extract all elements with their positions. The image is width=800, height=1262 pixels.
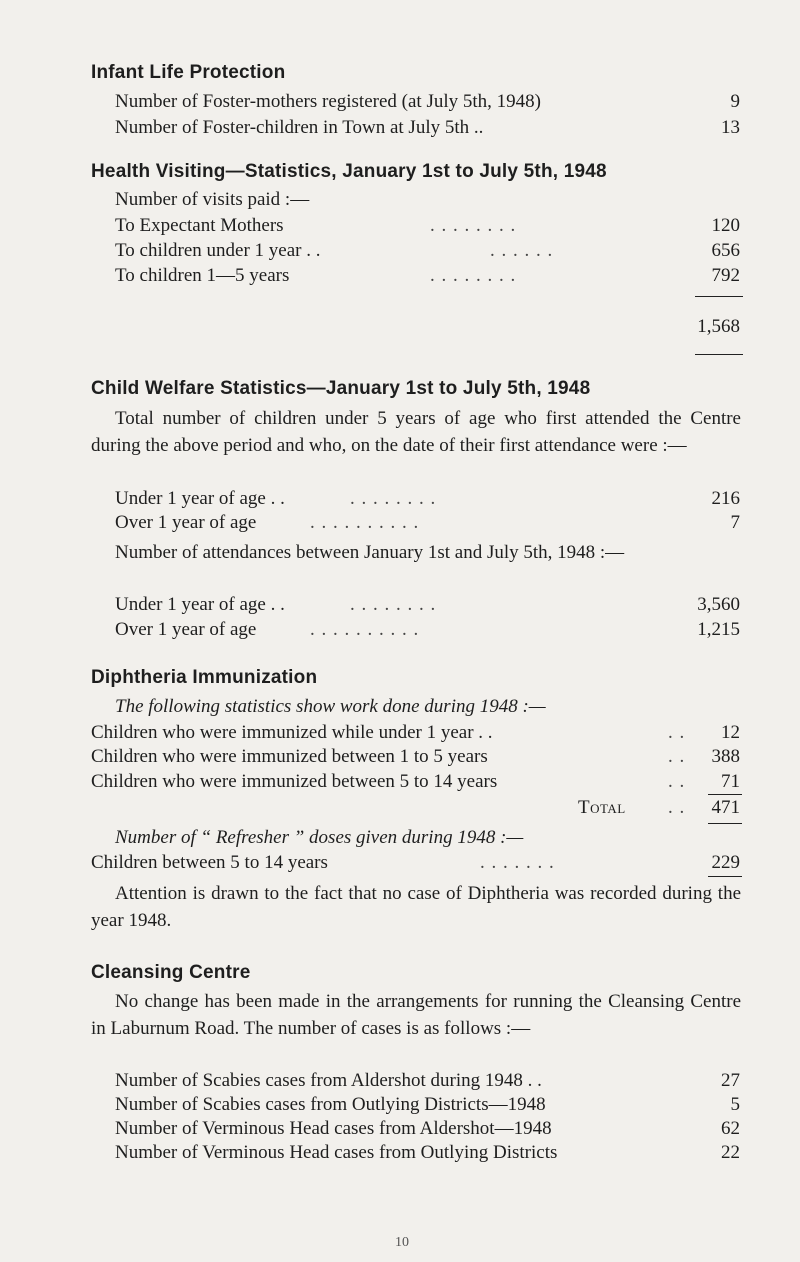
child-para-2 [91, 539, 741, 566]
diphtheria-row-label: Children who were immunized while under 1 year . . [91, 722, 493, 743]
diphtheria-row-label: Children who were immunized between 1 to 5 years [91, 746, 488, 767]
sum-rule [708, 823, 742, 824]
cleansing-row-value: 5 [730, 1094, 740, 1115]
heading-health-visiting: Health Visiting—Statistics, January 1st to July 5th, 1948 [91, 161, 607, 182]
child-row-value: 216 [711, 488, 740, 509]
diphtheria-row-value: 71 [721, 771, 740, 792]
child-para-1-text: Total number of children under 5 years of age who first attended the Centre during the above period and who, on the date of their first attendance were :— [91, 408, 741, 456]
health-row-value: 656 [711, 240, 740, 261]
diphtheria-note [91, 880, 741, 934]
diphtheria-row-value: 388 [711, 746, 740, 767]
diphtheria-note-text: Attention is drawn to the fact that no case of Diphtheria was recorded during the year 1948. [91, 883, 741, 931]
child-row-label: Under 1 year of age . . [115, 594, 285, 615]
sum-rule [708, 794, 742, 795]
diphtheria-row-value: 12 [721, 722, 740, 743]
child-para-2-text: Number of attendances between January 1st and July 5th, 1948 :— [115, 542, 625, 563]
cleansing-row-value: 22 [721, 1142, 740, 1163]
sum-rule [708, 876, 742, 877]
heading-infant-life-protection: Infant Life Protection [91, 62, 286, 83]
infant-row-label: Number of Foster-children in Town at July 5th .. [115, 117, 484, 138]
child-row-label: Under 1 year of age . . [115, 488, 285, 509]
leader-dots: . . . . . . . [480, 852, 555, 873]
refresher-value: 229 [711, 852, 740, 873]
sum-rule [695, 296, 743, 297]
infant-row-value: 9 [730, 91, 740, 112]
leader-dots: . . [668, 722, 686, 743]
cleansing-row-label: Number of Scabies cases from Aldershot during 1948 . . [115, 1070, 542, 1091]
cleansing-row-value: 62 [721, 1118, 740, 1139]
leader-dots: . . [668, 746, 686, 767]
leader-dots: . . [668, 771, 686, 792]
leader-dots: . . . . . . . . . . [310, 512, 420, 533]
cleansing-para [91, 988, 741, 1042]
cleansing-row-label: Number of Scabies cases from Outlying Districts—1948 [115, 1094, 546, 1115]
health-intro: Number of visits paid :— [115, 189, 310, 210]
leader-dots: . . . . . . . . [430, 265, 517, 286]
cleansing-row-label: Number of Verminous Head cases from Outlying Districts [115, 1142, 558, 1163]
child-para-1 [91, 405, 741, 459]
diphtheria-total-value: 471 [711, 797, 740, 818]
diphtheria-total-label: Total [578, 797, 626, 818]
child-row-value: 3,560 [697, 594, 740, 615]
refresher-label: Children between 5 to 14 years [91, 852, 328, 873]
leader-dots: . . . . . . . . [350, 488, 437, 509]
heading-cleansing-centre: Cleansing Centre [91, 962, 251, 983]
health-row-label: To children under 1 year . . [115, 240, 321, 261]
child-row-label: Over 1 year of age [115, 512, 257, 533]
health-row-value: 120 [711, 215, 740, 236]
leader-dots: . . . . . . . . [430, 215, 517, 236]
heading-child-welfare: Child Welfare Statistics—January 1st to July 5th, 1948 [91, 378, 591, 399]
health-row-value: 792 [711, 265, 740, 286]
child-row-value: 1,215 [697, 619, 740, 640]
leader-dots: . . . . . . . . [350, 594, 437, 615]
child-row-value: 7 [730, 512, 740, 533]
infant-row-value: 13 [721, 117, 740, 138]
heading-diphtheria: Diphtheria Immunization [91, 667, 318, 688]
sum-rule [695, 354, 743, 355]
leader-dots: . . . . . . . . . . [310, 619, 420, 640]
page-number: 10 [395, 1235, 409, 1250]
leader-dots: . . [668, 797, 686, 818]
leader-dots: . . . . . . [490, 240, 554, 261]
infant-row-label: Number of Foster-mothers registered (at July 5th, 1948) [115, 91, 541, 112]
health-row-label: To children 1—5 years [115, 265, 290, 286]
refresher-intro: Number of “ Refresher ” doses given during 1948 :— [115, 827, 524, 848]
health-row-label: To Expectant Mothers [115, 215, 284, 236]
cleansing-row-label: Number of Verminous Head cases from Aldershot—1948 [115, 1118, 552, 1139]
cleansing-para-text: No change has been made in the arrangements for running the Cleansing Centre in Laburnum Road. The number of cases is as follows :— [91, 991, 741, 1039]
diphtheria-row-label: Children who were immunized between 5 to 14 years [91, 771, 498, 792]
health-total-value: 1,568 [697, 316, 740, 337]
cleansing-row-value: 27 [721, 1070, 740, 1091]
diphtheria-intro: The following statistics show work done during 1948 :— [115, 696, 546, 717]
child-row-label: Over 1 year of age [115, 619, 257, 640]
